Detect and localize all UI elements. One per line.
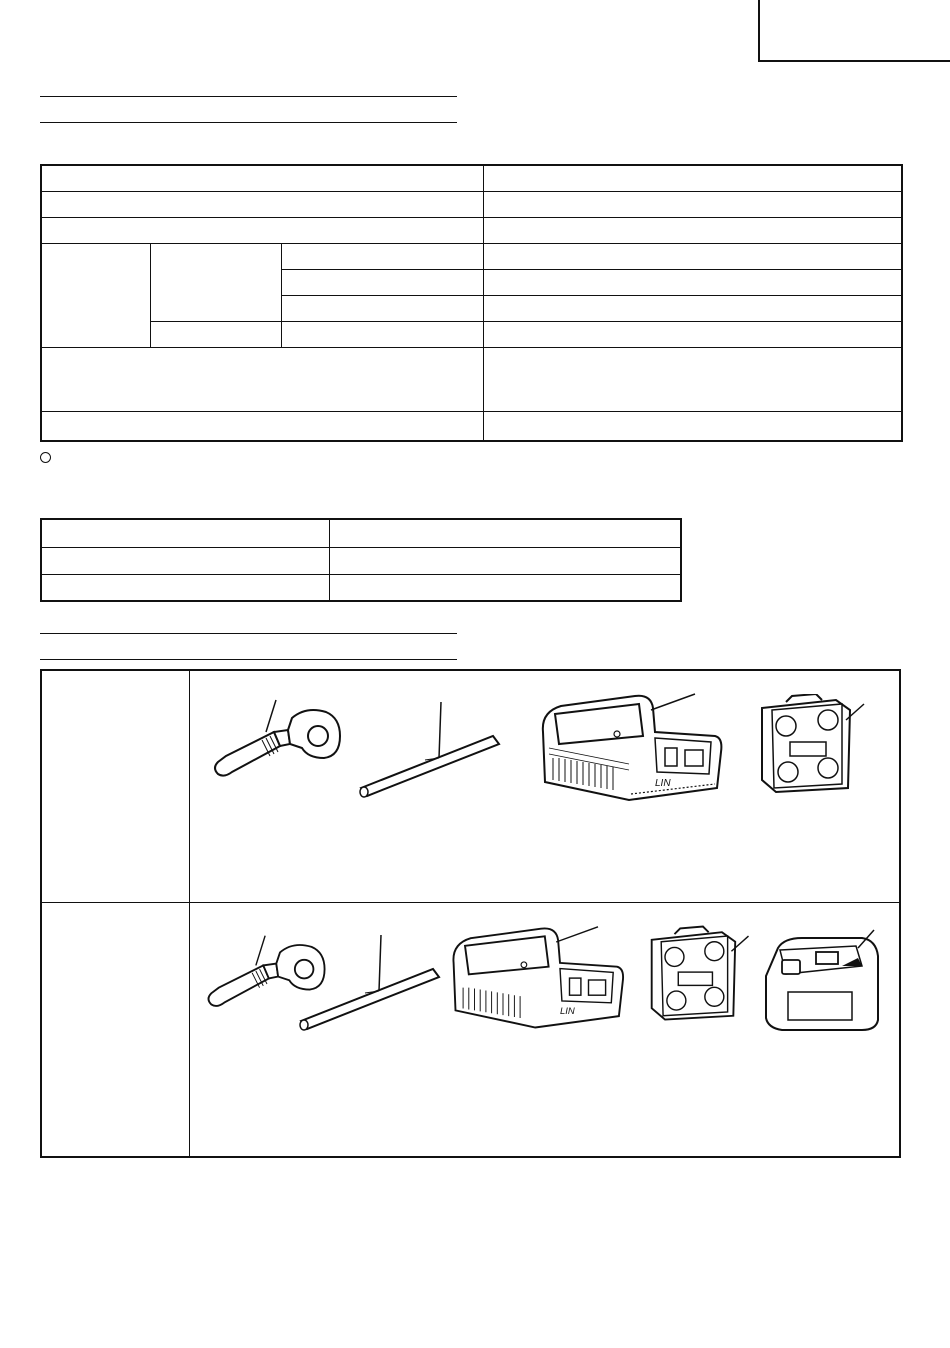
spec-row xyxy=(41,321,902,347)
charger-label xyxy=(41,547,329,574)
spec-value xyxy=(483,411,902,441)
svg-text:LIN: LIN xyxy=(560,1006,575,1018)
heading-rule-bottom xyxy=(40,122,457,123)
battery-icon xyxy=(762,926,882,1036)
spec-row xyxy=(41,191,902,217)
spec-label xyxy=(41,165,483,191)
spec-sub xyxy=(150,243,281,321)
spec-item xyxy=(281,269,483,295)
spec-label xyxy=(41,411,483,441)
accessories-rule-bottom xyxy=(40,659,457,660)
spec-item xyxy=(281,295,483,321)
spec-label xyxy=(41,191,483,217)
case-icon xyxy=(646,924,758,1024)
accessories-rule-top xyxy=(40,633,457,634)
charger-icon xyxy=(535,688,735,812)
heading-rule-top xyxy=(40,96,457,97)
specifications-table xyxy=(40,164,903,442)
charger-value xyxy=(329,574,681,601)
accessories-row-divider xyxy=(40,902,901,903)
spec-value xyxy=(483,347,902,411)
case-icon xyxy=(756,694,874,794)
spec-value xyxy=(483,269,902,295)
spec-row xyxy=(41,411,902,441)
charger-row xyxy=(41,519,681,547)
charger-table xyxy=(40,518,682,602)
charger-label xyxy=(41,574,329,601)
wrench-icon xyxy=(208,696,348,780)
svg-text:LIN: LIN xyxy=(655,778,671,789)
charger-icon xyxy=(446,918,636,1042)
charger-row xyxy=(41,547,681,574)
charger-value xyxy=(329,519,681,547)
spec-value xyxy=(483,191,902,217)
spec-value xyxy=(483,321,902,347)
spec-row xyxy=(41,165,902,191)
accessories-column-divider xyxy=(189,669,190,1158)
corner-tab xyxy=(758,0,950,62)
charger-row xyxy=(41,574,681,601)
spec-group xyxy=(41,243,150,347)
spec-value xyxy=(483,243,902,269)
pin-icon xyxy=(295,933,445,1033)
spec-value xyxy=(483,217,902,243)
spec-sub xyxy=(150,321,281,347)
spec-label xyxy=(41,217,483,243)
spec-row xyxy=(41,347,902,411)
spec-item xyxy=(281,243,483,269)
spec-value xyxy=(483,165,902,191)
spec-value xyxy=(483,295,902,321)
spec-row xyxy=(41,217,902,243)
spec-label xyxy=(41,347,483,411)
spec-row xyxy=(41,243,902,269)
charger-value xyxy=(329,547,681,574)
note-bullet-icon xyxy=(40,452,51,463)
spec-item xyxy=(281,321,483,347)
charger-label xyxy=(41,519,329,547)
pin-icon xyxy=(355,700,505,800)
